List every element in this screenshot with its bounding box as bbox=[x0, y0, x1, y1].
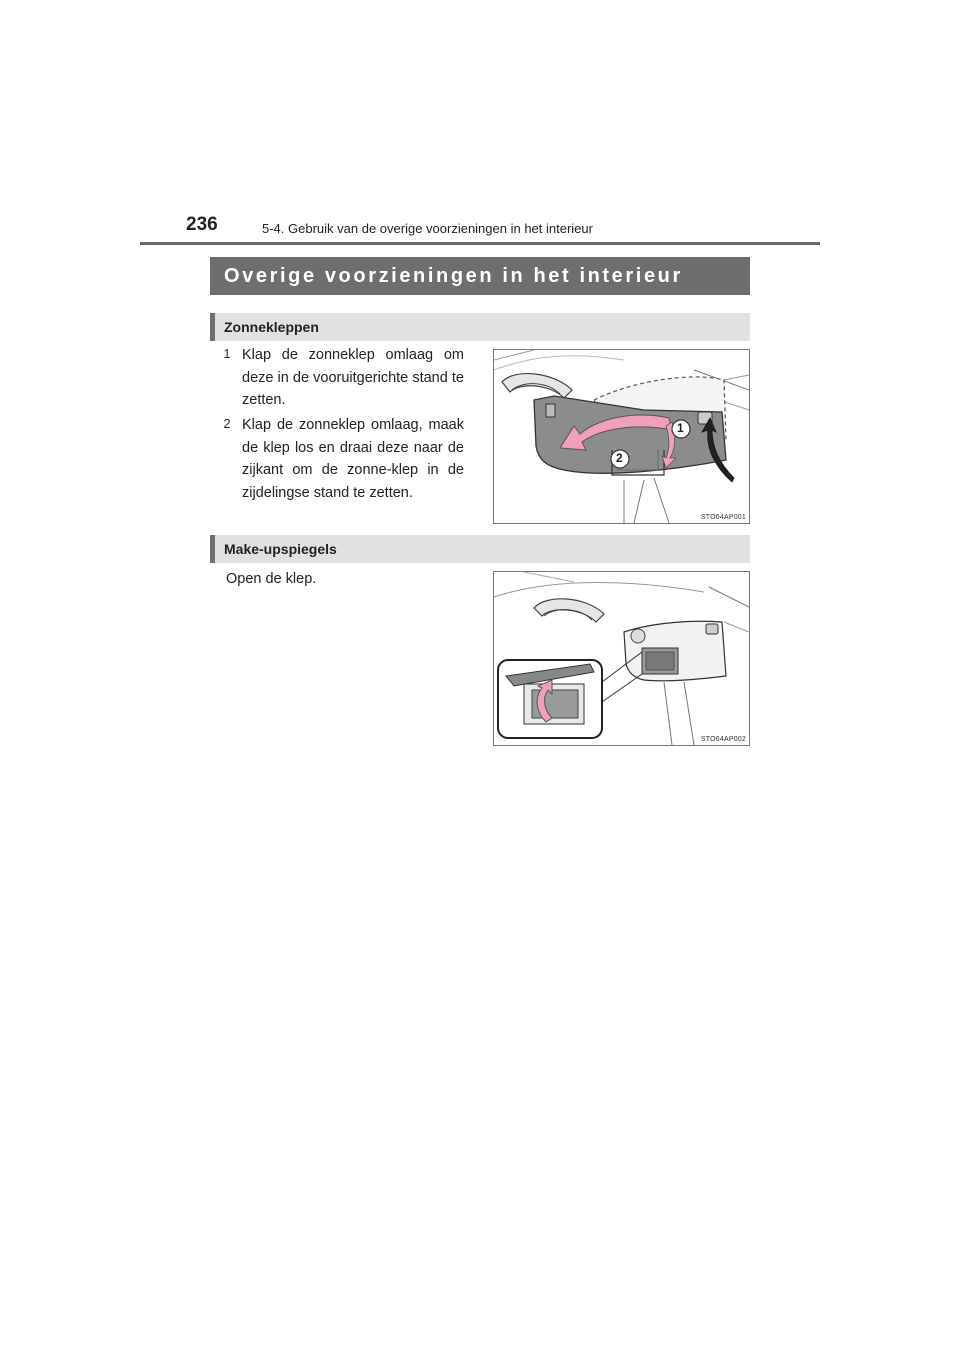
callout-2-label: 2 bbox=[616, 451, 623, 465]
step-2-number: 2 bbox=[223, 416, 231, 431]
page-number: 236 bbox=[186, 214, 218, 235]
vanity-mirror-illustration bbox=[494, 572, 749, 745]
step-2-marker bbox=[219, 416, 235, 432]
figure-1-code: STO64AP001 bbox=[700, 514, 746, 521]
vanity-mirror-figure bbox=[493, 571, 750, 746]
step-1-text: Klap de zonneklep omlaag om deze in de vooruitgerichte stand te zetten. bbox=[242, 347, 464, 408]
step-1-marker bbox=[219, 346, 235, 362]
sun-visor-figure bbox=[493, 349, 750, 524]
vanity-mirror-instruction: Open de klep. bbox=[226, 571, 317, 587]
section-title: Overige voorzieningen in het interieur bbox=[210, 257, 750, 295]
callout-1-label: 1 bbox=[677, 421, 684, 435]
sun-visors-heading: Zonnekleppen bbox=[210, 313, 750, 341]
step-2-text: Klap de zonneklep omlaag, maak de klep los en draai deze naar de zijkant om de zonne-klep in de zijdelingse stand te zetten. bbox=[242, 417, 464, 501]
vanity-mirrors-heading: Make-upspiegels bbox=[210, 535, 750, 563]
figure-2-code: STO64AP002 bbox=[700, 736, 746, 743]
step-1-number: 1 bbox=[223, 346, 231, 361]
header-rule bbox=[140, 242, 820, 245]
chapter-title: 5-4. Gebruik van de overige voorzieningen in het interieur bbox=[262, 221, 593, 236]
sun-visor-illustration bbox=[494, 350, 749, 523]
